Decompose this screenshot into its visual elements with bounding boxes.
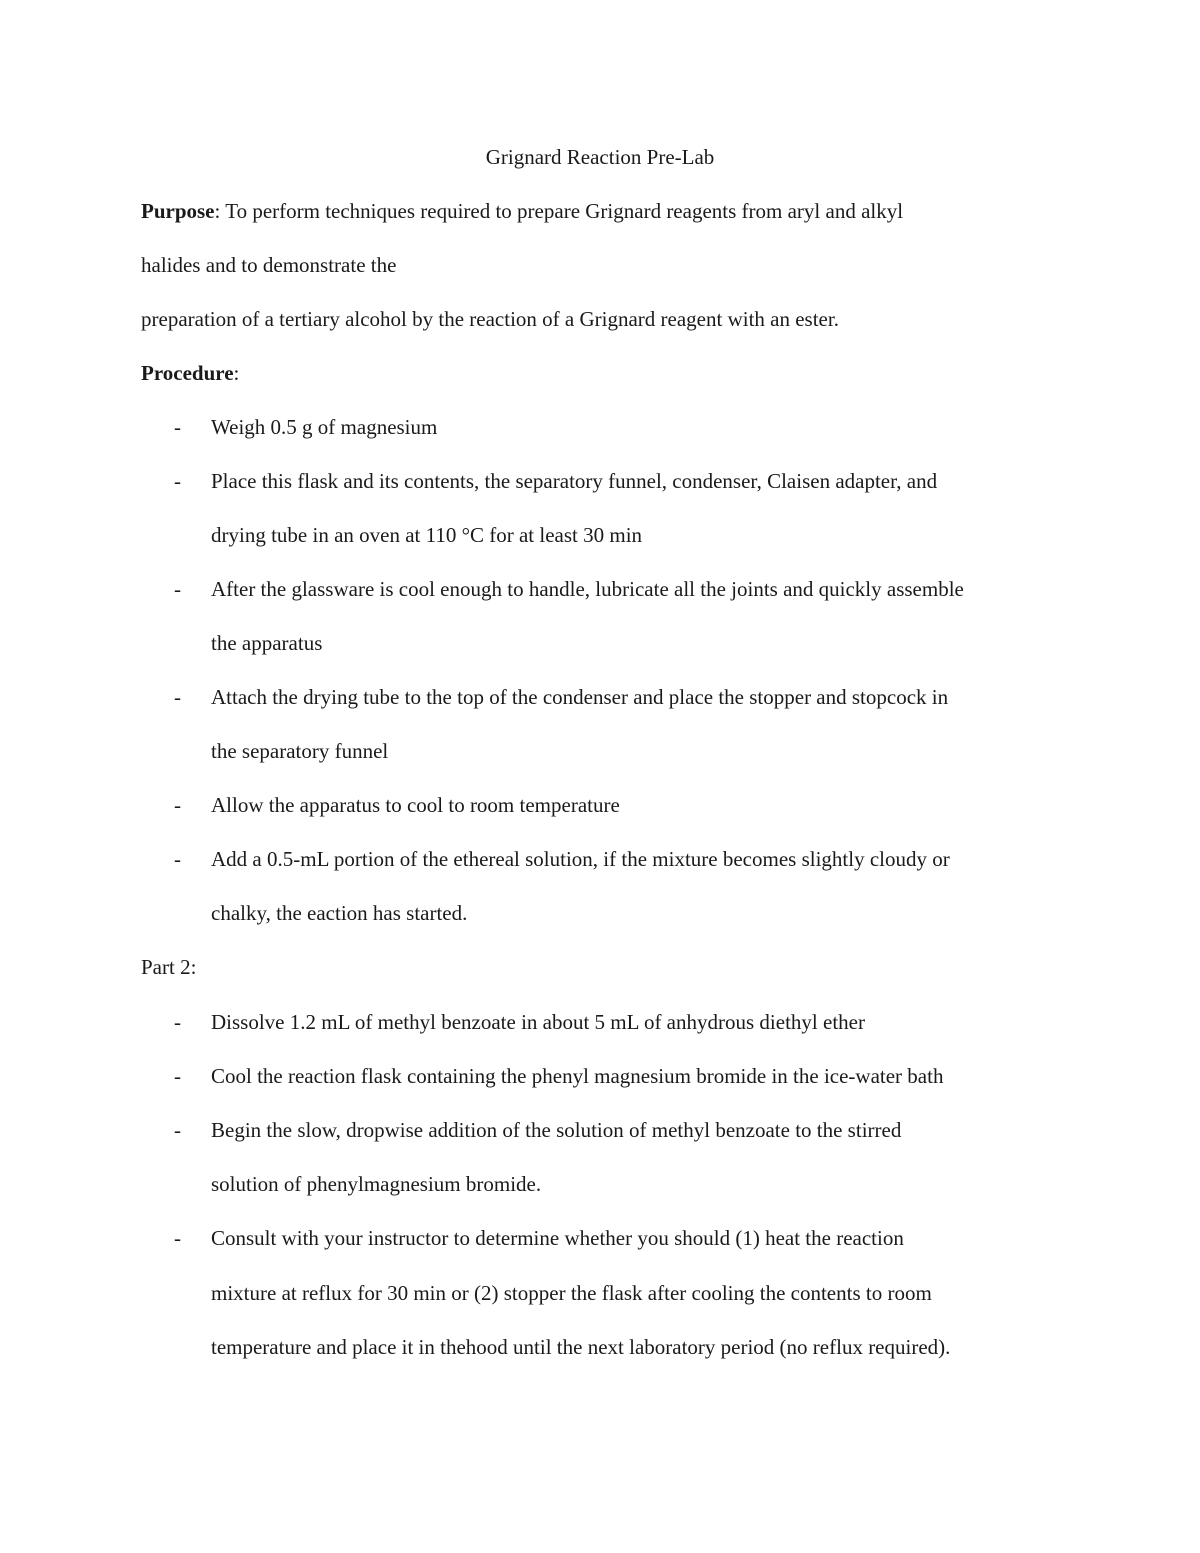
procedure-item-6-line-1: Add a 0.5-mL portion of the ethereal solution, if the mixture becomes slightly cloudy or: [211, 847, 950, 871]
bullet-dash: -: [174, 469, 181, 493]
part-2-item-4-line-2: mixture at reflux for 30 min or (2) stopper the flask after cooling the contents to room: [211, 1281, 932, 1305]
bullet-dash: -: [174, 1010, 181, 1034]
part-2-item-3-line-2: solution of phenylmagnesium bromide.: [211, 1172, 542, 1196]
purpose-text-1: To perform techniques required to prepare Grignard reagents from aryl and alkyl: [220, 199, 904, 223]
purpose-colon: :: [214, 199, 221, 223]
part-2-item-3-line-1: Begin the slow, dropwise addition of the solution of methyl benzoate to the stirred: [211, 1118, 902, 1142]
procedure-heading: [141, 361, 239, 385]
procedure-item-5-line-1: Allow the apparatus to cool to room temperature: [211, 793, 620, 817]
procedure-item-4-line-2: the separatory funnel: [211, 739, 389, 763]
bullet-dash: -: [174, 577, 181, 601]
part-2-item-4-line-3: temperature and place it in thehood until the next laboratory period (no reflux required).: [211, 1335, 951, 1359]
part-2-item-1-line-1: Dissolve 1.2 mL of methyl benzoate in about 5 mL of anhydrous diethyl ether: [211, 1010, 865, 1034]
bullet-dash: -: [174, 1118, 181, 1142]
procedure-item-6-line-2: chalky, the eaction has started.: [211, 901, 468, 925]
purpose-line-2: halides and to demonstrate the: [141, 253, 397, 277]
bullet-dash: -: [174, 685, 181, 709]
bullet-dash: -: [174, 793, 181, 817]
procedure-item-2-line-1: Place this flask and its contents, the separatory funnel, condenser, Claisen adapter, and: [211, 469, 938, 493]
procedure-item-2-line-2: drying tube in an oven at 110 °C for at least 30 min: [211, 523, 643, 547]
purpose-line-1: [141, 199, 903, 223]
purpose-label: Purpose: [141, 199, 215, 223]
procedure-label: Procedure: [141, 361, 234, 385]
bullet-dash: -: [174, 1226, 181, 1250]
part-2-heading: Part 2:: [141, 955, 197, 979]
procedure-item-4-line-1: Attach the drying tube to the top of the condenser and place the stopper and stopcock in: [211, 685, 949, 709]
procedure-item-3-line-2: the apparatus: [211, 631, 323, 655]
part-2-item-2-line-1: Cool the reaction flask containing the phenyl magnesium bromide in the ice-water bath: [211, 1064, 944, 1088]
bullet-dash: -: [174, 847, 181, 871]
purpose-line-3: preparation of a tertiary alcohol by the reaction of a Grignard reagent with an ester.: [141, 307, 839, 331]
procedure-colon: :: [233, 361, 240, 385]
bullet-dash: -: [174, 415, 181, 439]
procedure-item-1-line-1: Weigh 0.5 g of magnesium: [211, 415, 438, 439]
part-2-item-4-line-1: Consult with your instructor to determine whether you should (1) heat the reaction: [211, 1226, 904, 1250]
procedure-item-3-line-1: After the glassware is cool enough to handle, lubricate all the joints and quickly assemble: [211, 577, 964, 601]
document-title: Grignard Reaction Pre-Lab: [485, 145, 715, 169]
bullet-dash: -: [174, 1064, 181, 1088]
